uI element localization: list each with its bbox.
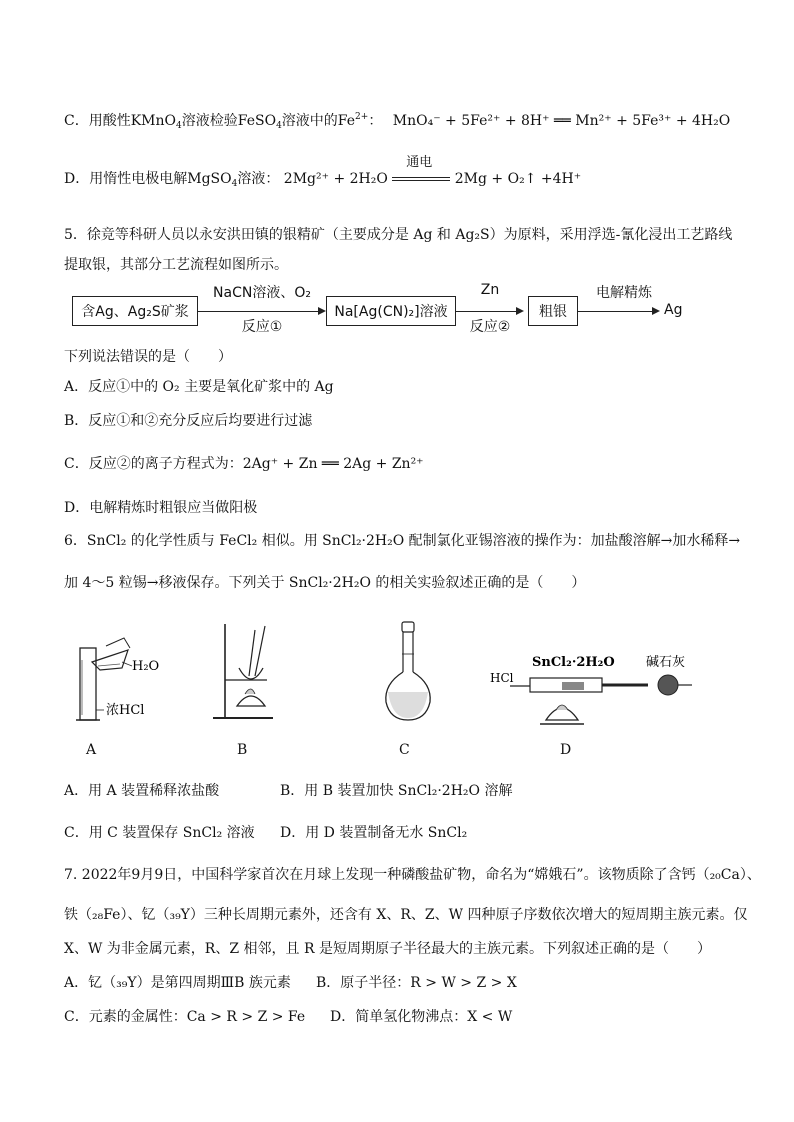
flow-arrow2-reagent: Zn xyxy=(480,282,500,298)
label-hcl-inlet: HCl xyxy=(490,671,514,685)
flow-product: Ag xyxy=(664,302,683,318)
q4-option-d: D．用惰性电极电解MgSO$_4$溶液： 2Mg²⁺ + 2H₂O 通电 2Mg + O₂↑ +4H⁺ xyxy=(64,155,582,189)
q7-stem-line3: X、W 为非金属元素，R、Z 相邻，且 R 是短周期原子半径最大的主族元素。下列叙述正确的是（ ） xyxy=(64,941,711,957)
q6-option-d: D．用 D 装置制备无水 SnCl₂ xyxy=(280,825,468,841)
flow-arrow-1 xyxy=(198,311,324,312)
q7-option-d: D．简单氢化物沸点：X < W xyxy=(330,1009,513,1025)
apparatus-d-drying-tube xyxy=(488,620,704,730)
flow-arrow3-process: 电解精炼 xyxy=(596,285,652,301)
caption-a: A xyxy=(86,742,97,758)
flow-arrow-2 xyxy=(456,311,522,312)
q7-option-b: B．原子半径：R > W > Z > X xyxy=(316,975,517,991)
flow-box-ore-slurry: 含Ag、Ag₂S矿浆 xyxy=(72,296,198,326)
flow-arrow-3 xyxy=(578,311,658,312)
apparatus-a-dilution xyxy=(70,620,170,730)
q5-option-a: A．反应①中的 O₂ 主要是氧化矿浆中的 Ag xyxy=(64,379,334,395)
q4-option-c: C．用酸性KMnO$_4$溶液检验FeSO$_4$溶液中的$Fe^{2+}$： MnO₄⁻ + 5Fe²⁺ + 8H⁺ ══ Mn²⁺ + 5Fe³⁺ + 4H₂O xyxy=(64,112,731,131)
electrolysis-condition: 通电 xyxy=(392,170,450,188)
q7-stem-line1: 7. 2022年9月9日，中国科学家首次在月球上发现一种磷酸盐矿物，命名为“嫦娥石”。该物质除了含钙（₂₀Ca）、 xyxy=(64,867,761,883)
apparatus-c-volumetric-flask xyxy=(378,620,438,730)
label-h2o: H₂O xyxy=(132,659,160,674)
q6-option-b: B．用 B 装置加快 SnCl₂·2H₂O 溶解 xyxy=(280,783,513,799)
flow-box-complex-solution: Na[Ag(CN)₂]溶液 xyxy=(326,296,456,326)
flow-box-crude-silver: 粗银 xyxy=(528,296,578,326)
q6-option-a: A．用 A 装置稀释浓盐酸 xyxy=(64,783,220,799)
q4-option-c-equation: MnO₄⁻ + 5Fe²⁺ + 8H⁺ ══ Mn²⁺ + 5Fe³⁺ + 4H₂O xyxy=(392,113,731,129)
q5-option-b: B．反应①和②充分反应后均要进行过滤 xyxy=(64,413,313,429)
q7-stem-line2: 铁（₂₈Fe）、钇（₃₉Y）三种长周期元素外，还含有 X、R、Z、W 四种原子序数依次增大的短周期主族元素。仅 xyxy=(64,907,748,923)
q6-stem-line2: 加 4～5 粒锡→移液保存。下列关于 SnCl₂·2H₂O 的相关实验叙述正确的是（ ） xyxy=(64,575,586,591)
flow-arrow1-reaction: 反应① xyxy=(241,319,283,335)
flow-arrow2-reaction: 反应② xyxy=(469,319,511,335)
caption-c: C xyxy=(399,742,410,758)
q5-option-d: D．电解精炼时粗银应当做阳极 xyxy=(64,500,258,516)
caption-d: D xyxy=(560,742,572,758)
label-soda-lime: 碱石灰 xyxy=(646,655,686,670)
q6-stem-line1: 6．SnCl₂ 的化学性质与 FeCl₂ 相似。用 SnCl₂·2H₂O 配制氯化亚锡溶液的操作为：加盐酸溶解→加水稀释→ xyxy=(64,533,741,549)
q5-stem-line2: 提取银，其部分工艺流程如图所示。 xyxy=(64,257,288,273)
q7-option-a: A．钇（₃₉Y）是第四周期ⅢB 族元素 xyxy=(64,975,291,991)
q7-option-c: C．元素的金属性：Ca > R > Z > Fe xyxy=(64,1009,306,1025)
q5-option-c: C．反应②的离子方程式为：2Ag⁺ + Zn ══ 2Ag + Zn²⁺ xyxy=(64,456,424,472)
label-sncl2-hydrate: SnCl₂·2H₂O xyxy=(532,655,615,670)
caption-b: B xyxy=(237,742,248,758)
q6-option-c: C．用 C 装置保存 SnCl₂ 溶液 xyxy=(64,825,255,841)
flow-arrow1-reagent: NaCN溶液、O₂ xyxy=(213,285,311,301)
label-conc-hcl: 浓HCl xyxy=(106,703,145,718)
apparatus-b-heating xyxy=(205,620,285,730)
q5-stem-line1: 5．徐竞等科研人员以永安洪田镇的银精矿（主要成分是 Ag 和 Ag₂S）为原料，采用浮选-氰化浸出工艺路线 xyxy=(64,227,733,243)
process-flowchart xyxy=(64,282,704,344)
q5-question: 下列说法错误的是（ ） xyxy=(64,349,232,365)
